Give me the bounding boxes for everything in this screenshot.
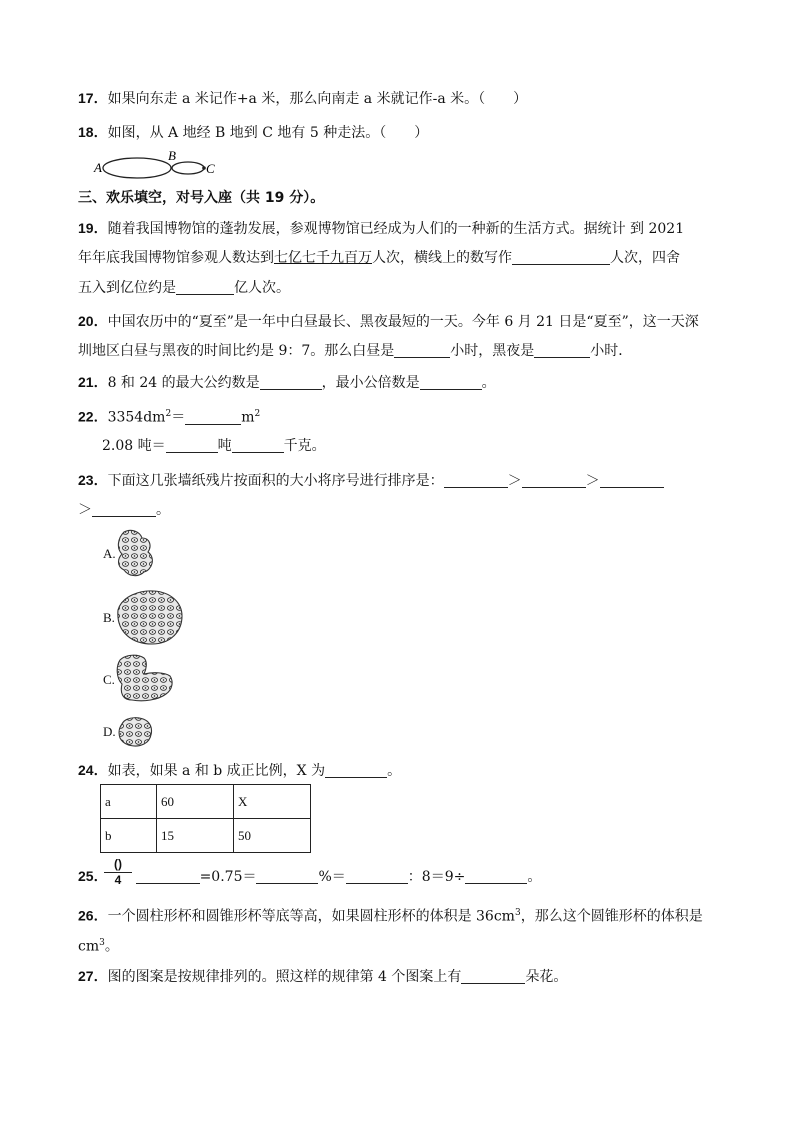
question-number: 17．	[78, 90, 108, 106]
answer-blank[interactable]	[600, 472, 664, 488]
question-26-line-2	[78, 933, 119, 957]
superscript: 3	[99, 938, 105, 948]
question-18	[78, 122, 428, 143]
answer-blank[interactable]	[92, 501, 156, 517]
question-text: =0.75＝	[199, 869, 257, 885]
piece-b-shape	[118, 591, 182, 644]
question-text: 。	[481, 375, 496, 391]
answer-blank[interactable]	[444, 472, 508, 488]
question-text: ：8＝9÷	[407, 869, 466, 885]
greater-than-sign: ＞	[507, 473, 522, 489]
answer-blank[interactable]	[346, 868, 408, 884]
wallpaper-piece-c	[114, 652, 178, 706]
question-19-line-1	[78, 218, 684, 239]
question-text: 朵花。	[525, 969, 568, 985]
question-20-line-2	[78, 341, 632, 361]
question-text: 中国农历中的“夏至”是一年中白昼最长、黑夜最短的一天。今年 6 月 21 日是“夏至”，这一天深	[107, 314, 699, 330]
question-number: 18．	[78, 124, 108, 140]
question-number: 24．	[78, 762, 108, 778]
point-c-label: C	[206, 161, 215, 176]
piece-a-shape	[118, 530, 152, 575]
answer-blank[interactable]	[534, 342, 590, 358]
question-number: 21．	[78, 374, 108, 390]
question-text: ＝	[171, 409, 186, 426]
answer-blank[interactable]	[256, 868, 318, 884]
question-text: 下面这几张墙纸残片按面积的大小将序号进行排序是：	[107, 473, 444, 489]
option-c-label: C.	[103, 672, 115, 687]
answer-blank[interactable]	[176, 279, 234, 295]
question-number: 19．	[78, 220, 108, 236]
proportion-table	[100, 784, 311, 853]
question-text: ，那么这个圆锥形杯的体积是	[520, 908, 703, 925]
question-text: 千克。	[283, 438, 326, 454]
answer-blank[interactable]	[260, 374, 322, 390]
question-23-line-1	[78, 470, 664, 491]
question-text: 。	[156, 502, 170, 518]
question-20-line-1	[78, 311, 699, 332]
option-b-label: B.	[103, 610, 115, 625]
answer-blank[interactable]	[136, 868, 200, 884]
wallpaper-piece-a	[112, 528, 162, 580]
answer-blank[interactable]	[522, 472, 586, 488]
answer-blank[interactable]	[420, 374, 482, 390]
table-cell: 60	[157, 785, 234, 819]
question-text: 圳地区白昼与黑夜的时间比约是 9：7。那么白昼是	[78, 343, 395, 359]
question-text: 小时，黑夜是	[450, 343, 535, 359]
point-c-dot	[202, 166, 206, 170]
table-cell: X	[234, 785, 311, 819]
question-text: 吨	[217, 438, 232, 454]
question-text: 如表，如果 a 和 b 成正比例，X 为	[107, 763, 326, 779]
greater-than-sign: ＞	[78, 502, 92, 518]
section-3-title: 三、欢乐填空，对号入座（共 19 分）。	[78, 190, 325, 206]
route-bc-ellipse	[172, 162, 204, 174]
question-17	[78, 88, 527, 109]
question-text: 人次，横线上的数写作	[372, 250, 512, 266]
question-24	[78, 760, 401, 781]
question-text: 8 和 24 的最大公约数是	[107, 375, 260, 391]
piece-d-shape	[119, 718, 152, 746]
greater-than-sign: ＞	[585, 473, 600, 489]
question-21	[78, 372, 496, 393]
fraction-denominator: 4	[114, 873, 122, 887]
fraction-numerator: ()	[114, 857, 122, 871]
superscript: 3	[514, 908, 521, 918]
unit-text: m	[241, 409, 255, 426]
table-cell: 15	[157, 819, 234, 853]
answer-blank[interactable]	[465, 868, 527, 884]
question-26-line-1	[78, 903, 703, 927]
question-27	[78, 966, 567, 987]
question-text: 如图，从 A 地经 B 地到 C 地有 5 种走法。（ ）	[107, 125, 429, 141]
wallpaper-piece-d	[116, 714, 156, 750]
route-diagram	[92, 148, 232, 180]
question-text: 亿人次。	[234, 280, 290, 296]
question-text: %＝	[318, 869, 346, 885]
underlined-number: 七亿七千九百万	[274, 250, 372, 266]
table-row	[101, 785, 311, 819]
question-number: 23．	[78, 472, 108, 488]
unit-text: cm	[78, 938, 100, 955]
question-text: 一个圆柱形杯和圆锥形杯等底等高，如果圆柱形杯的体积是 36cm	[107, 908, 515, 925]
question-number: 25．	[78, 868, 108, 884]
question-number: 22．	[78, 408, 108, 425]
question-number: 27．	[78, 968, 108, 984]
question-number: 26．	[78, 907, 108, 924]
point-b-label: B	[168, 148, 176, 163]
question-19-line-3	[78, 278, 290, 298]
question-text: 年年底我国博物馆参观人数达到	[78, 250, 274, 266]
question-text: 。	[527, 869, 542, 885]
answer-blank[interactable]	[232, 437, 284, 453]
superscript: 2	[165, 409, 172, 419]
question-text: 五入到亿位约是	[78, 280, 176, 296]
question-text: 如果向东走 a 米记作+a 米，那么向南走 a 米就记作-a 米。（ ）	[107, 91, 528, 107]
question-number: 20．	[78, 313, 108, 329]
wallpaper-piece-b	[112, 588, 188, 648]
answer-blank[interactable]	[394, 342, 450, 358]
answer-blank[interactable]	[185, 409, 241, 425]
table-cell: b	[101, 819, 157, 853]
answer-blank[interactable]	[461, 968, 525, 984]
question-text: 3354dm	[107, 409, 166, 426]
answer-blank[interactable]	[166, 437, 218, 453]
question-19-line-2	[78, 248, 680, 268]
question-text: 。	[387, 763, 402, 779]
answer-blank[interactable]	[512, 249, 610, 265]
question-text: 2.08 吨＝	[102, 438, 166, 454]
table-cell: a	[101, 785, 157, 819]
question-text: 图的图案是按规律排列的。照这样的规律第 4 个图案上有	[107, 969, 462, 985]
question-text: 随着我国博物馆的蓬勃发展，参观博物馆已经成为人们的一种新的生活方式。据统计 到 2021	[107, 221, 685, 237]
route-ab-ellipse	[103, 158, 171, 178]
piece-c-shape	[117, 655, 172, 701]
option-a-label: A.	[103, 546, 116, 561]
table-cell: 50	[234, 819, 311, 853]
answer-blank[interactable]	[325, 762, 387, 778]
point-a-label: A	[94, 160, 102, 175]
question-25	[78, 866, 541, 887]
question-23-line-2	[78, 500, 170, 520]
question-text: 。	[104, 938, 119, 955]
question-22-line-2	[102, 436, 326, 456]
question-text: ，最小公倍数是	[321, 375, 420, 391]
question-text: 小时．	[590, 343, 633, 359]
superscript: 2	[254, 409, 261, 419]
option-d-label: D.	[103, 724, 116, 739]
question-text: 人次，四舍	[610, 250, 680, 266]
table-row	[101, 819, 311, 853]
question-22-line-1	[78, 404, 260, 428]
